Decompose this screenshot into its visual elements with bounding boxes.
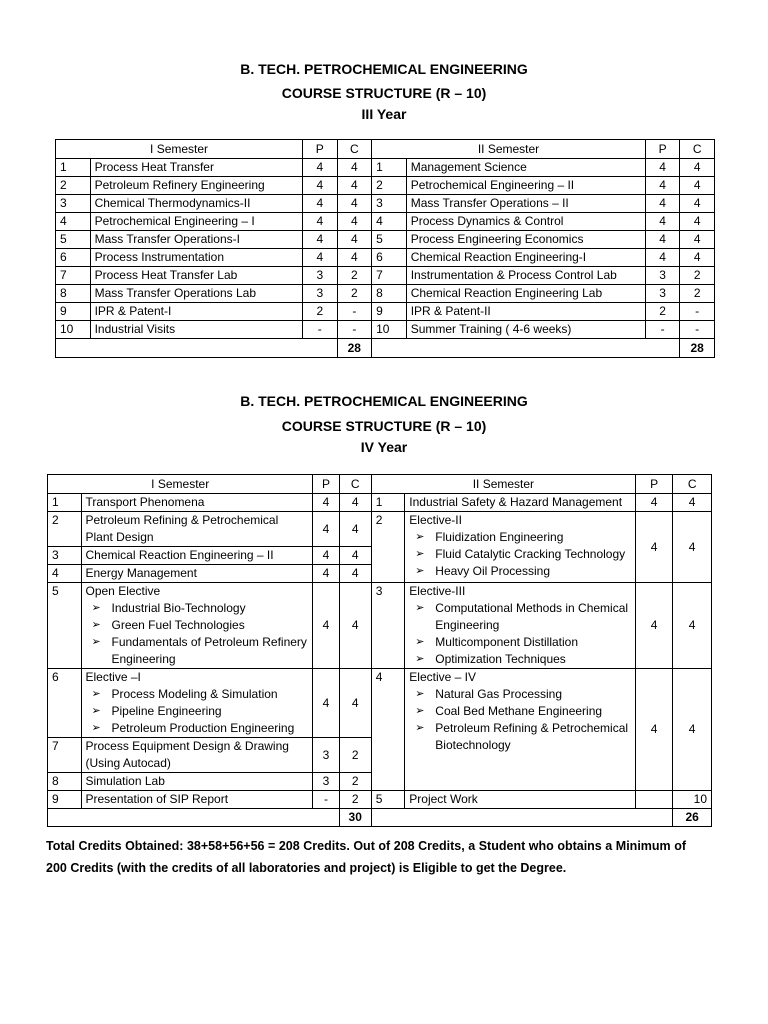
iii-sem2-p: 4 [645, 177, 679, 195]
iii-total-sem2: 28 [680, 339, 715, 358]
left-c: 4 [339, 583, 371, 669]
iii-sem2-p: 4 [645, 213, 679, 231]
left-p: 4 [313, 494, 339, 512]
iii-sem2-p: 4 [645, 159, 679, 177]
left-subject [81, 583, 313, 669]
iii-sem2-num: 4 [372, 213, 407, 231]
iii-sem1-c: 4 [337, 249, 372, 267]
subject-title: Petroleum Refining & Petrochemical Plant Design [85, 513, 279, 544]
left-num: 7 [48, 738, 82, 773]
table-row [48, 791, 721, 809]
blank-cell [48, 809, 340, 827]
left-num: 1 [48, 494, 82, 512]
right-num: 4 [371, 669, 405, 791]
right-c: 4 [673, 669, 712, 791]
arrow-bullet-icon: ➢ [415, 705, 425, 717]
left-p: - [313, 791, 339, 809]
arrow-bullet-icon: ➢ [91, 636, 101, 648]
subject-option [409, 686, 631, 703]
left-subject [81, 512, 313, 547]
iii-sem1-num: 5 [56, 231, 91, 249]
left-c: 2 [339, 773, 371, 791]
left-num: 2 [48, 512, 82, 547]
left-num: 5 [48, 583, 82, 669]
subject-title: Process Equipment Design & Drawing (Using Autocad) [85, 739, 289, 770]
totals-row [48, 809, 721, 827]
arrow-bullet-icon: ➢ [415, 688, 425, 700]
table-row [56, 285, 715, 303]
iii-sem1-c: 2 [337, 267, 372, 285]
iii-sem2-p: 3 [645, 285, 679, 303]
subject-title: Elective-II [409, 513, 462, 527]
iii-sem1-c: - [337, 321, 372, 339]
left-c: 4 [339, 565, 371, 583]
right-subject [405, 512, 636, 583]
subject-option [86, 703, 309, 720]
iii-total-sem1: 28 [337, 339, 372, 358]
option-label: Industrial Bio-Technology [111, 601, 246, 615]
iii-sem2-num: 1 [372, 159, 407, 177]
table-row [48, 494, 721, 512]
iv-p-header: P [313, 475, 339, 494]
iii-sem2-subject: Process Dynamics & Control [406, 213, 645, 231]
iii-sem2-num: 5 [372, 231, 407, 249]
iii-sem2-c: 4 [680, 213, 715, 231]
iii-sem1-header: I Semester [56, 140, 303, 159]
right-num: 5 [371, 791, 405, 809]
arrow-bullet-icon: ➢ [415, 565, 425, 577]
subject-option [409, 703, 631, 720]
iv-total-sem1: 30 [339, 809, 371, 827]
iii-sem1-p: 2 [303, 303, 337, 321]
arrow-bullet-icon: ➢ [415, 653, 425, 665]
iii-sem2-subject: Instrumentation & Process Control Lab [406, 267, 645, 285]
iii-sem2-subject: Process Engineering Economics [406, 231, 645, 249]
right-p: 4 [636, 494, 673, 512]
iii-sem2-subject: Chemical Reaction Engineering-I [406, 249, 645, 267]
arrow-bullet-icon: ➢ [415, 636, 425, 648]
right-num: 3 [371, 583, 405, 669]
iii-sem1-subject: Petrochemical Engineering – I [90, 213, 303, 231]
subject-option [86, 720, 309, 737]
iii-sem2-c: 4 [680, 195, 715, 213]
left-num: 4 [48, 565, 82, 583]
option-label: Process Modeling & Simulation [111, 687, 278, 701]
iii-sem1-num: 9 [56, 303, 91, 321]
arrow-bullet-icon: ➢ [415, 722, 425, 734]
iii-sem1-p: 4 [303, 213, 337, 231]
iii-sem1-subject: Process Instrumentation [90, 249, 303, 267]
iv-sem2-header: II Semester [371, 475, 635, 494]
iii-sem2-subject: Chemical Reaction Engineering Lab [406, 285, 645, 303]
iii-sem2-num: 6 [372, 249, 407, 267]
iii-sem2-c: - [680, 321, 715, 339]
iii-sem2-c: 4 [680, 177, 715, 195]
table-row [48, 583, 721, 669]
iii-sem1-subject: Mass Transfer Operations Lab [90, 285, 303, 303]
iii-sem1-num: 10 [56, 321, 91, 339]
iii-sem1-c: - [337, 303, 372, 321]
iii-sem2-p: - [645, 321, 679, 339]
iii-sem1-num: 1 [56, 159, 91, 177]
iii-sem1-num: 8 [56, 285, 91, 303]
left-num: 6 [48, 669, 82, 738]
iii-sem2-p: 4 [645, 249, 679, 267]
left-subject [81, 565, 313, 583]
iii-year-table [55, 139, 715, 358]
left-c: 4 [339, 547, 371, 565]
iii-p-header: P [303, 140, 337, 159]
iii-c-header: C [337, 140, 372, 159]
iii-sem1-num: 3 [56, 195, 91, 213]
option-label: Fluidization Engineering [435, 530, 564, 544]
credits-note: Total Credits Obtained: 38+58+56+56 = 208 Credits. Out of 208 Credits, a Student who obtains a Minimum of 200 Credits (with the credits of all laboratories and project) is Eligible to get the Degree. [46, 839, 686, 875]
arrow-bullet-icon: ➢ [91, 602, 101, 614]
arrow-bullet-icon: ➢ [415, 602, 425, 614]
option-label: Fundamentals of Petroleum Refinery Engineering [111, 635, 307, 666]
table-row [56, 195, 715, 213]
option-label: Optimization Techniques [435, 652, 566, 666]
left-subject [81, 791, 313, 809]
iii-sem2-p: 4 [645, 231, 679, 249]
subject-option [409, 600, 631, 634]
iii-sem1-p: 4 [303, 231, 337, 249]
table-row [56, 213, 715, 231]
left-subject [81, 773, 313, 791]
iii-sem2-c: 4 [680, 249, 715, 267]
subject-option [409, 529, 631, 546]
iv-c-header-2: C [673, 475, 712, 494]
right-c: 10 [673, 791, 712, 809]
option-label: Computational Methods in Chemical Engineering [435, 601, 629, 632]
left-p: 3 [313, 773, 339, 791]
iv-sem1-header: I Semester [48, 475, 313, 494]
iii-sem2-header: II Semester [372, 140, 646, 159]
table-row [56, 177, 715, 195]
table-row [56, 231, 715, 249]
option-label: Natural Gas Processing [435, 687, 563, 701]
iii-sem1-p: 4 [303, 177, 337, 195]
option-label: Heavy Oil Processing [435, 564, 550, 578]
iii-sem1-subject: Chemical Thermodynamics-II [90, 195, 303, 213]
subject-title: Chemical Reaction Engineering – II [85, 548, 274, 562]
iii-sem1-subject: Mass Transfer Operations-I [90, 231, 303, 249]
left-p: 4 [313, 583, 339, 669]
subject-title: Industrial Safety & Hazard Management [409, 495, 623, 509]
subject-title: Project Work [409, 792, 478, 806]
iii-sem2-p: 4 [645, 195, 679, 213]
iii-sem1-p: 4 [303, 195, 337, 213]
iii-sem2-num: 2 [372, 177, 407, 195]
right-subject [405, 791, 636, 809]
table-row [56, 303, 715, 321]
iii-sem1-num: 6 [56, 249, 91, 267]
arrow-bullet-icon: ➢ [415, 548, 425, 560]
option-label: Coal Bed Methane Engineering [435, 704, 603, 718]
option-label: Green Fuel Technologies [111, 618, 245, 632]
right-subject [405, 583, 636, 669]
iii-sem1-subject: Petroleum Refinery Engineering [90, 177, 303, 195]
iii-sem2-subject: Petrochemical Engineering – II [406, 177, 645, 195]
table-row [48, 669, 721, 738]
table-row [48, 512, 721, 547]
iii-sem1-subject: Process Heat Transfer [90, 159, 303, 177]
title-line-1-iv: B. TECH. PETROCHEMICAL ENGINEERING [240, 393, 528, 409]
option-label: Petroleum Production Engineering [111, 721, 295, 735]
right-p: 4 [636, 583, 673, 669]
iii-sem2-subject: Summer Training ( 4-6 weeks) [406, 321, 645, 339]
table-row [56, 267, 715, 285]
iii-sem2-c: 2 [680, 285, 715, 303]
iii-c-header-2: C [680, 140, 715, 159]
subject-option [86, 600, 309, 617]
subject-option [409, 546, 631, 563]
iii-sem2-p: 3 [645, 267, 679, 285]
right-c: 4 [673, 583, 712, 669]
subject-title: Elective-III [409, 584, 466, 598]
iii-sem2-subject: Mass Transfer Operations – II [406, 195, 645, 213]
subject-option [409, 651, 631, 668]
option-label: Petroleum Refining & Petrochemical Biotechnology [435, 721, 629, 752]
subject-option [86, 686, 309, 703]
iii-sem1-c: 4 [337, 177, 372, 195]
iii-sem2-c: 4 [680, 159, 715, 177]
left-subject [81, 669, 313, 738]
subject-title: Presentation of SIP Report [85, 792, 229, 806]
subject-title: Transport Phenomena [85, 495, 205, 509]
right-subject [405, 669, 636, 791]
iii-sem1-c: 4 [337, 231, 372, 249]
blank-cell [712, 738, 721, 791]
left-p: 4 [313, 669, 339, 738]
left-c: 4 [339, 494, 371, 512]
title-line-1-iii: B. TECH. PETROCHEMICAL ENGINEERING [240, 61, 528, 77]
left-num: 8 [48, 773, 82, 791]
table-row [56, 159, 715, 177]
subject-title: Elective – IV [409, 670, 476, 684]
option-label: Fluid Catalytic Cracking Technology [435, 547, 626, 561]
iv-total-sem2: 26 [673, 809, 712, 827]
arrow-bullet-icon: ➢ [415, 531, 425, 543]
left-subject [81, 494, 313, 512]
iii-sem2-c: 4 [680, 231, 715, 249]
iii-sem2-num: 10 [372, 321, 407, 339]
iii-sem1-p: 4 [303, 159, 337, 177]
title-line-2-iv: COURSE STRUCTURE (R – 10) [281, 418, 487, 434]
arrow-bullet-icon: ➢ [91, 619, 101, 631]
title-line-3-iv: IV Year [360, 439, 408, 455]
iv-year-rows [48, 494, 721, 827]
iii-sem1-num: 4 [56, 213, 91, 231]
left-p: 3 [313, 738, 339, 773]
arrow-bullet-icon: ➢ [91, 688, 101, 700]
table-row [56, 321, 715, 339]
iii-sem2-p: 2 [645, 303, 679, 321]
right-p: 4 [636, 512, 673, 583]
left-c: 2 [339, 791, 371, 809]
iii-sem1-subject: IPR & Patent-I [90, 303, 303, 321]
left-p: 4 [313, 565, 339, 583]
right-p: 4 [636, 669, 673, 791]
option-label: Multicomponent Distillation [435, 635, 579, 649]
right-c: 4 [673, 494, 712, 512]
subject-title: Open Elective [85, 584, 161, 598]
subject-title: Elective –I [85, 670, 141, 684]
subject-option [86, 617, 309, 634]
arrow-bullet-icon: ➢ [91, 722, 101, 734]
iii-sem1-p: - [303, 321, 337, 339]
left-num: 9 [48, 791, 82, 809]
left-c: 4 [339, 512, 371, 547]
subject-title: Energy Management [85, 566, 197, 580]
subject-option [409, 563, 631, 580]
iii-sem2-num: 3 [372, 195, 407, 213]
right-subject [405, 494, 636, 512]
subject-option [409, 634, 631, 651]
iii-sem1-p: 3 [303, 285, 337, 303]
iii-sem1-c: 4 [337, 213, 372, 231]
iii-sem2-subject: Management Science [406, 159, 645, 177]
left-p: 4 [313, 512, 339, 547]
iii-sem1-c: 4 [337, 195, 372, 213]
left-p: 4 [313, 547, 339, 565]
left-subject [81, 547, 313, 565]
title-line-3-iii: III Year [361, 106, 407, 122]
iv-p-header-2: P [636, 475, 673, 494]
iv-c-header: C [339, 475, 371, 494]
table-row [56, 249, 715, 267]
left-c: 4 [339, 669, 371, 738]
iii-sem2-num: 9 [372, 303, 407, 321]
title-line-2-iii: COURSE STRUCTURE (R – 10) [281, 85, 487, 101]
right-p [636, 791, 673, 809]
right-c: 4 [673, 512, 712, 583]
iii-sem1-num: 2 [56, 177, 91, 195]
iii-sem2-c: 2 [680, 267, 715, 285]
iii-sem1-p: 4 [303, 249, 337, 267]
blank-cell [371, 809, 673, 827]
option-label: Pipeline Engineering [111, 704, 222, 718]
subject-option [86, 634, 309, 668]
iii-sem1-c: 2 [337, 285, 372, 303]
left-subject [81, 738, 313, 773]
right-num: 1 [371, 494, 405, 512]
iii-year-rows [56, 159, 715, 339]
iii-sem2-num: 7 [372, 267, 407, 285]
iv-year-table [47, 474, 720, 827]
left-num: 3 [48, 547, 82, 565]
iii-sem1-p: 3 [303, 267, 337, 285]
subject-option [409, 720, 631, 754]
arrow-bullet-icon: ➢ [91, 705, 101, 717]
iii-sem2-num: 8 [372, 285, 407, 303]
subject-title: Simulation Lab [85, 774, 165, 788]
iii-sem1-num: 7 [56, 267, 91, 285]
iii-sem2-subject: IPR & Patent-II [406, 303, 645, 321]
iii-sem1-subject: Industrial Visits [90, 321, 303, 339]
iii-sem1-c: 4 [337, 159, 372, 177]
left-c: 2 [339, 738, 371, 773]
right-num: 2 [371, 512, 405, 583]
iii-sem2-c: - [680, 303, 715, 321]
iii-p-header-2: P [645, 140, 679, 159]
iii-sem1-subject: Process Heat Transfer Lab [90, 267, 303, 285]
